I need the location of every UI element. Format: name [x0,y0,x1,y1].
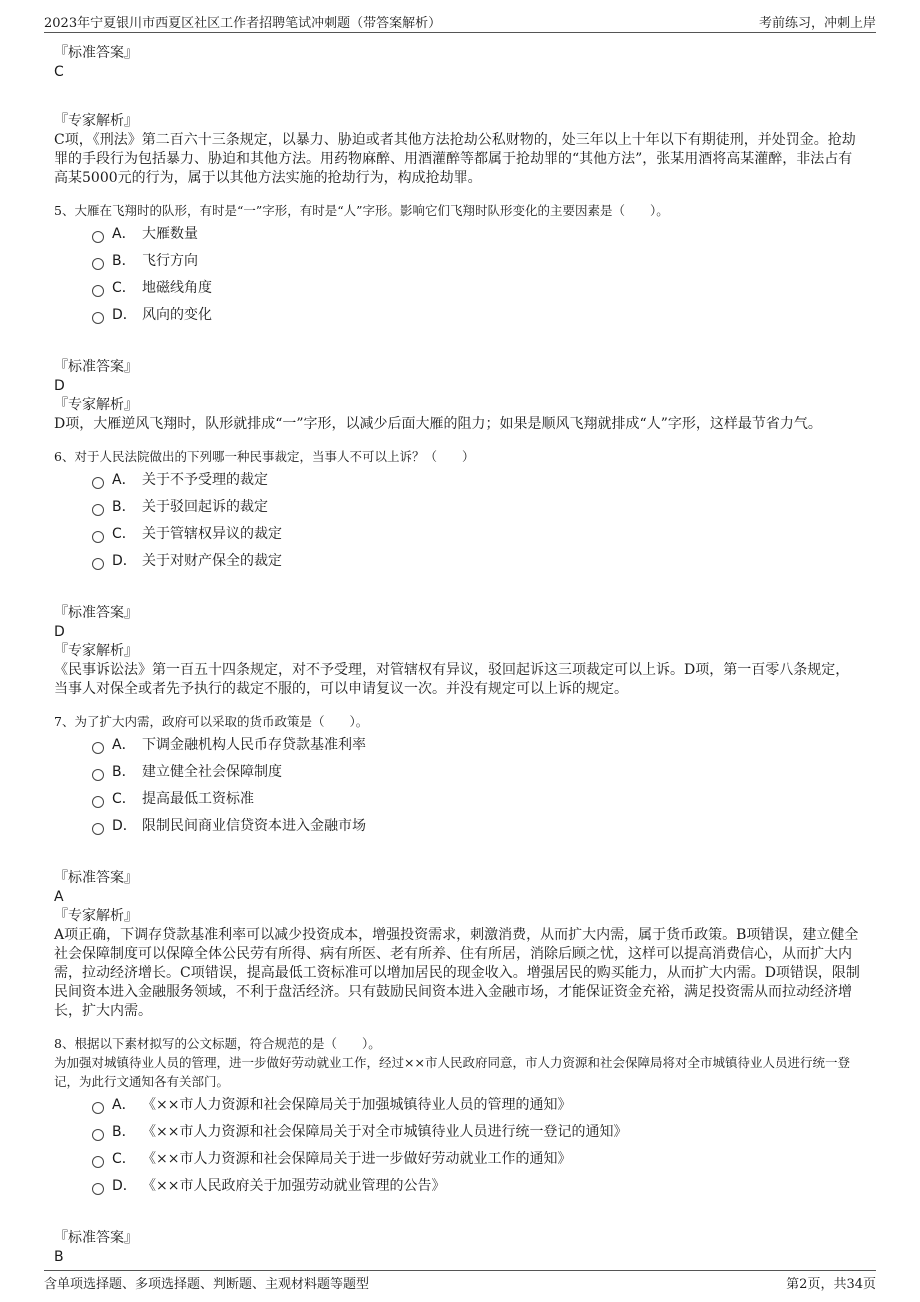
option-a[interactable]: A． 《××市人力资源和社会保障局关于加强城镇待业人员的管理的通知》 [92,1091,860,1118]
page-header [44,12,876,33]
option-a[interactable]: A． 关于不予受理的裁定 [92,466,860,493]
option-c[interactable]: C． 提高最低工资标准 [92,785,860,812]
option-b[interactable]: B． 建立健全社会保障制度 [92,758,860,785]
footer-question-types: 含单项选择题、多项选择题、判断题、主观材料题等题型 [44,1277,370,1292]
option-a[interactable]: A． 大雁数量 [92,220,860,247]
analysis-text: A项正确，下调存贷款基准利率可以减少投资成本，增强投资需求，刺激消费，从而扩大内需，属于货币政策。B项错误，建立健全社会保障制度可以保障全体公民劳有所得、病有所医、老有所养、住有所居，消除后顾之忧，这样可以提高消费信心，从而扩大内需，拉动经济增长。C项错误，提高最低工资标准可以增加居民的现金收入。增强居民的购买能力，从而扩大内需。D项错误，限制民间资本进入金融服务领域，不利于盘活经济。只有鼓励民间资本进入金融市场，才能保证资金充裕，满足投资需从而拉动经济增长，扩大内需。 [54,927,860,1019]
option-list [92,466,860,574]
option-a[interactable]: A． 下调金融机构人民币存贷款基准利率 [92,731,860,758]
page-number: 第2页，共34页 [786,1277,876,1292]
answer-label: 『标准答案』 [54,870,138,886]
radio-icon[interactable] [92,1183,104,1195]
radio-icon[interactable] [92,823,104,835]
question-8 [54,1035,860,1267]
radio-icon[interactable] [92,558,104,570]
radio-icon[interactable] [92,1156,104,1168]
analysis-text: 《民事诉讼法》第一百五十四条规定，对不予受理，对管辖权有异议，驳回起诉这三项裁定可以上诉。D项，第一百零八条规定，当事人对保全或者先予执行的裁定不服的，可以申请复议一次。并没有规定可以上诉的规定。 [54,662,850,697]
header-slogan: 考前练习，冲刺上岸 [758,16,876,31]
analysis-label: 『专家解析』 [54,113,138,129]
radio-icon[interactable] [92,285,104,297]
answer-label: 『标准答案』 [54,359,138,375]
question-text: 5、大雁在飞翔时的队形，有时是“一”字形，有时是“人”字形。影响它们飞翔时队形变化的主要因素是（ ）。 [54,203,669,218]
radio-icon[interactable] [92,1102,104,1114]
analysis-label: 『专家解析』 [54,397,138,413]
radio-icon[interactable] [92,504,104,516]
option-b[interactable]: B． 飞行方向 [92,247,860,274]
document-title: 2023年宁夏银川市西夏区社区工作者招聘笔试冲刺题（带答案解析） [44,16,442,31]
question-text: 6、对于人民法院做出的下列哪一种民事裁定，当事人不可以上诉？（ ） [54,449,475,464]
option-b[interactable]: B． 《××市人力资源和社会保障局关于对全市城镇待业人员进行统一登记的通知》 [92,1118,860,1145]
option-list [92,220,860,328]
analysis-text: D项，大雁逆风飞翔时，队形就排成“一”字形，以减少后面大雁的阻力；如果是顺风飞翔就排成“人”字形，这样最节省力气。 [54,416,822,432]
option-d[interactable]: D． 限制民间商业信贷资本进入金融市场 [92,812,860,839]
radio-icon[interactable] [92,769,104,781]
option-c[interactable]: C． 关于管辖权异议的裁定 [92,520,860,547]
page-content [54,44,860,1267]
answer-value: C [54,64,64,80]
question-6 [54,448,860,699]
answer-value: B [54,1249,64,1265]
analysis-label: 『专家解析』 [54,643,138,659]
answer-value: A [54,889,64,905]
question-text: 7、为了扩大内需，政府可以采取的货币政策是（ ）。 [54,714,369,729]
radio-icon[interactable] [92,477,104,489]
option-d[interactable]: D． 关于对财产保全的裁定 [92,547,860,574]
option-d[interactable]: D． 风向的变化 [92,301,860,328]
radio-icon[interactable] [92,742,104,754]
analysis-label: 『专家解析』 [54,908,138,924]
option-list [92,1091,860,1199]
radio-icon[interactable] [92,796,104,808]
question-text: 8、根据以下素材拟写的公文标题，符合规范的是（ ）。 [54,1036,381,1051]
option-d[interactable]: D． 《××市人民政府关于加强劳动就业管理的公告》 [92,1172,860,1199]
answer-label: 『标准答案』 [54,1230,138,1246]
option-list [92,731,860,839]
option-c[interactable]: C． 《××市人力资源和社会保障局关于进一步做好劳动就业工作的通知》 [92,1145,860,1172]
radio-icon[interactable] [92,258,104,270]
answer-label: 『标准答案』 [54,605,138,621]
question-material: 为加强对城镇待业人员的管理，进一步做好劳动就业工作，经过××市人民政府同意，市人力资源和社会保障局将对全市城镇待业人员进行统一登记，为此行文通知各有关部门。 [54,1055,850,1089]
analysis-text: C项，《刑法》第二百六十三条规定，以暴力、胁迫或者其他方法抢劫公私财物的，处三年以上十年以下有期徒刑，并处罚金。抢劫罪的手段行为包括暴力、胁迫和其他方法。用药物麻醉、用酒灌醉等都属于抢劫罪的“其他方法”，张某用酒将高某灌醉，非法占有高某5000元的行为，属于以其他方法实施的抢劫行为，构成抢劫罪。 [54,132,856,186]
option-c[interactable]: C． 地磁线角度 [92,274,860,301]
radio-icon[interactable] [92,531,104,543]
radio-icon[interactable] [92,312,104,324]
radio-icon[interactable] [92,1129,104,1141]
option-b[interactable]: B． 关于驳回起诉的裁定 [92,493,860,520]
question-5 [54,202,860,434]
radio-icon[interactable] [92,231,104,243]
question-7 [54,713,860,1021]
page-footer [44,1270,876,1295]
answer-value: D [54,624,65,640]
answer-label: 『标准答案』 [54,45,138,61]
answer-value: D [54,378,65,394]
